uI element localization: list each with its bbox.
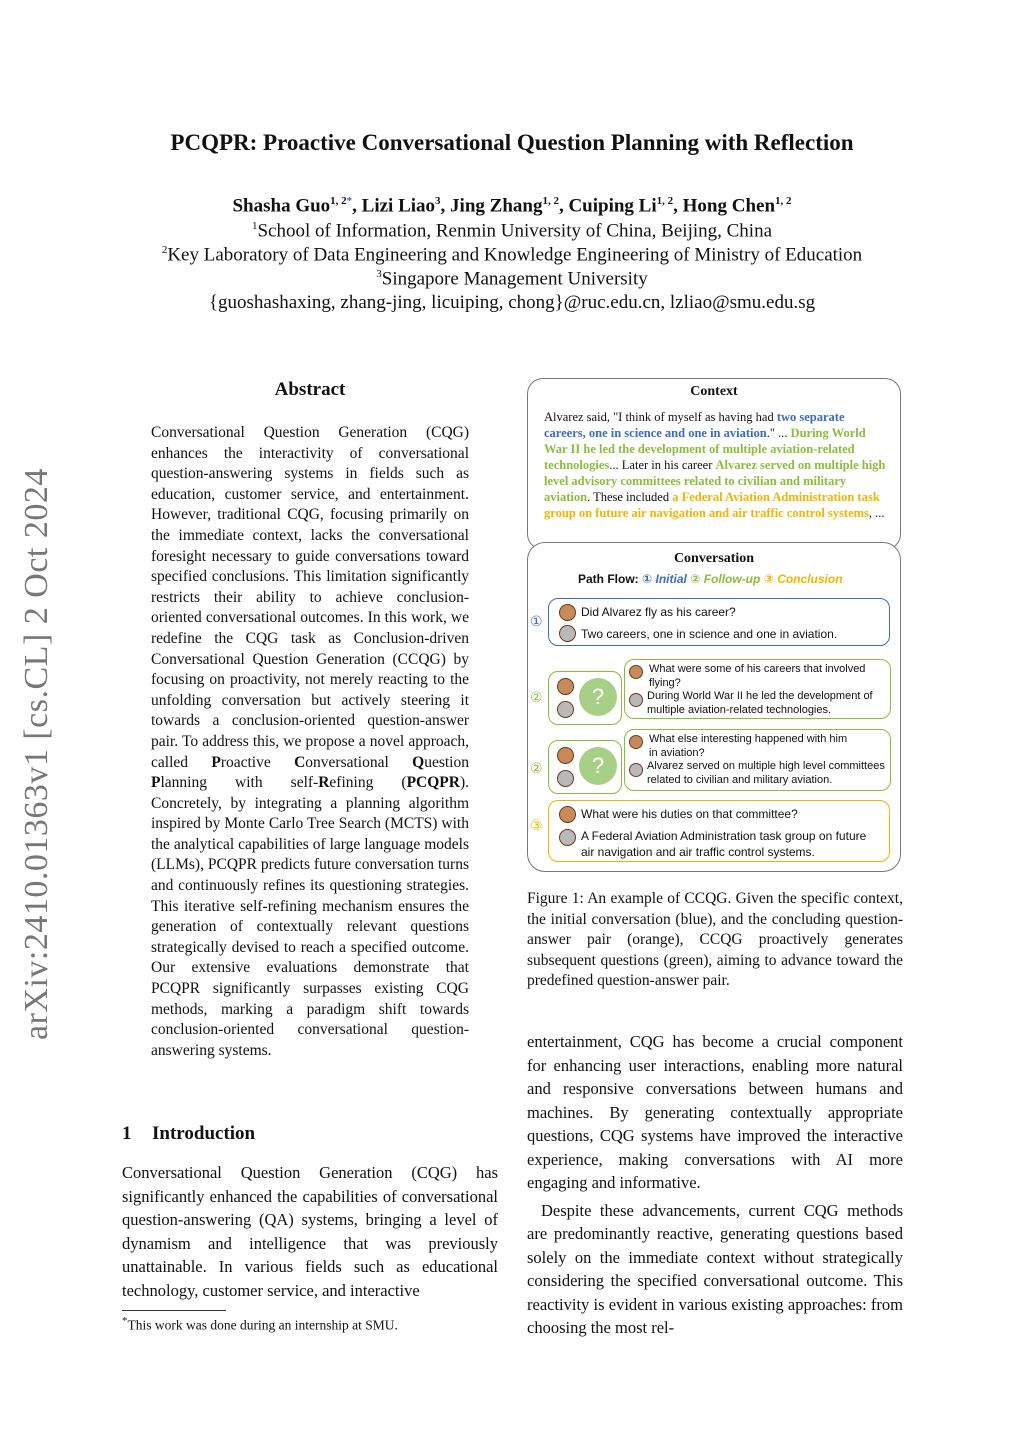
turn-1-question: Did Alvarez fly as his career? bbox=[581, 605, 736, 619]
affiliation-1-mark: 1 bbox=[251, 220, 258, 232]
acronym-letter: C bbox=[294, 753, 306, 771]
answerer-avatar-icon bbox=[559, 625, 576, 642]
abstract-word: efining ( bbox=[329, 774, 407, 792]
author-3-affil: 1, 2 bbox=[542, 195, 559, 207]
context-box bbox=[527, 378, 901, 550]
context-text: . These included bbox=[587, 490, 673, 504]
affiliation-1 bbox=[0, 220, 1024, 242]
affiliation-3-text: Singapore Management University bbox=[381, 268, 648, 290]
turn-3-marker: ② bbox=[530, 760, 543, 776]
turn-4-bubble bbox=[548, 800, 890, 862]
affiliation-3-mark: 3 bbox=[376, 268, 382, 280]
asker-avatar-icon bbox=[629, 665, 643, 679]
conversation-box bbox=[527, 542, 901, 872]
right-column-text bbox=[527, 1030, 903, 1340]
author-5: Hong Chen bbox=[682, 195, 776, 217]
author-4-affil: 1, 2 bbox=[656, 195, 674, 207]
footnote-mark: * bbox=[122, 1315, 128, 1327]
answerer-avatar-icon bbox=[559, 829, 576, 846]
author-list: Shasha Guo$^{1, 2*}$, Lizi Liao$^3$, Jing Zhang$^{1, 2}$, Cuiping Li$^{1, 2}$, Hong Chen$^{1, 2}$ bbox=[232, 195, 792, 217]
figure-1-caption: Figure 1: An example of CCQG. Given the specific context, the initial conversation (blue), and the concluding question-answer pair (orange), CCQG proactively generates subsequent questions (green), aiming to advance toward the predefined question-answer pair. bbox=[527, 890, 903, 989]
footnote-text: This work was done during an internship at SMU. bbox=[127, 1317, 398, 1333]
context-highlight-initial: two separate careers, one in science and one in aviation bbox=[544, 410, 845, 440]
affiliation-2-mark: 2 bbox=[161, 244, 168, 256]
context-highlight-followup: Alvarez served on multiple high level advisory committees related to civilian and military aviation bbox=[544, 458, 886, 504]
footnote bbox=[122, 1315, 398, 1334]
abstract-text-1: Conversational Question Generation (CQG) enhances the interactivity of conversational question-answering systems in fields such as education, customer service, and entertainment. However, traditional CQG, focusing primarily on the immediate context, lacks the conversational foresight necessary to guide conversations toward specified conclusions. This limitation significantly restricts their ability to achieve conclusion-oriented conversational outcomes. In this work, we redefine the CQG task as Conclusion-driven Conversational Question Generation (CCQG) by focusing on proactivity, not merely reacting to the unfolding conversation but actively steering it towards a conclusion-oriented question-answer pair. To address this, we propose a novel approach, called bbox=[151, 424, 469, 771]
affiliation-2 bbox=[0, 244, 1024, 266]
answerer-avatar-icon bbox=[557, 701, 574, 718]
author-2: Lizi Liao bbox=[361, 195, 436, 217]
figure-1 bbox=[527, 378, 901, 872]
asker-avatar-icon bbox=[557, 678, 574, 695]
context-text: Alvarez said, "I think of myself as having had bbox=[544, 410, 777, 424]
section-title: Introduction bbox=[152, 1123, 256, 1144]
affiliation-3 bbox=[0, 268, 1024, 290]
author-2-affil: 3 bbox=[435, 195, 441, 207]
paragraph: Despite these advancements, current CQG methods are predominantly reactive, generating questions based solely on the immediate context without strategically considering the specified conversational outcome. This reactivity is evident in various existing approaches: from choosing the most rel- bbox=[527, 1200, 903, 1337]
turn-2-marker: ② bbox=[530, 689, 543, 705]
context-text: ." ... bbox=[766, 426, 791, 440]
arxiv-identifier[interactable]: arXiv:2410.01363v1 [cs.CL] 2 Oct 2024 bbox=[18, 468, 55, 1040]
context-passage bbox=[544, 409, 889, 521]
turn-1-bubble bbox=[548, 598, 890, 646]
legend-conclusion: ③ Conclusion bbox=[763, 572, 843, 586]
answerer-avatar-icon bbox=[629, 763, 643, 777]
author-emails[interactable]: {guoshashaxing, zhang-jing, licuiping, chong}@ruc.edu.cn, lzliao@smu.edu.sg bbox=[208, 292, 816, 313]
turn-3-planning-bubble bbox=[548, 740, 622, 794]
author-4: Cuiping Li bbox=[568, 195, 657, 217]
legend-initial: ① Initial bbox=[642, 572, 687, 586]
acronym-letter: P bbox=[211, 753, 221, 771]
context-highlight-conclusion: a Federal Aviation Administration task group on future air navigation and air traffic control systems bbox=[544, 490, 880, 520]
turn-1-answer: Two careers, one in science and one in aviation. bbox=[581, 627, 838, 641]
context-highlight-followup: During World War II he led the development of multiple aviation-related technologies bbox=[544, 426, 866, 472]
turn-3-bubble bbox=[624, 729, 891, 791]
turn-3-question: What else interesting happened with him in aviation? bbox=[649, 733, 848, 759]
footnote-rule bbox=[122, 1310, 226, 1311]
turn-4-marker: ③ bbox=[530, 817, 543, 833]
affiliation-1-text: School of Information, Renmin University of China, Beijing, China bbox=[257, 220, 773, 242]
affiliation-2-text: Key Laboratory of Data Engineering and Knowledge Engineering of Ministry of Education bbox=[167, 244, 863, 266]
path-flow-label: Path Flow: bbox=[578, 572, 639, 586]
asker-avatar-icon bbox=[559, 604, 576, 621]
paper-title: PCQPR: Proactive Conversational Question Planning with Reflection bbox=[170, 130, 854, 155]
turn-2-question: What were some of his careers that involved flying? bbox=[649, 663, 866, 689]
context-text: , ... bbox=[868, 506, 885, 520]
turn-2-bubble bbox=[624, 659, 891, 719]
author-1: Shasha Guo bbox=[232, 195, 331, 217]
conversation-title: Conversation bbox=[673, 551, 755, 566]
author-3: Jing Zhang bbox=[450, 195, 543, 217]
asker-avatar-icon bbox=[559, 806, 576, 823]
turn-2-answer: During World War II he led the development of multiple aviation-related technologies. bbox=[647, 690, 873, 716]
asker-avatar-icon bbox=[629, 735, 643, 749]
introduction-text: Conversational Question Generation (CQG) has significantly enhanced the capabilities of conversational question-answering (QA) systems, bringing a level of dynamism and intelligence that was previously unattainable. In various fields such as educational technology, customer service, and interactive bbox=[122, 1163, 498, 1300]
turn-3-answer: Alvarez served on multiple high level committees related to civilian and military aviation. bbox=[647, 760, 885, 786]
abstract-heading: Abstract bbox=[274, 379, 346, 400]
question-mark-icon: ? bbox=[579, 747, 617, 785]
method-acronym: PCQPR bbox=[406, 774, 460, 792]
abstract-word: onversational bbox=[305, 753, 413, 771]
abstract-text-2: ). Concretely, by integrating a planning algorithm inspired by Monte Carlo Tree Search (MCTS) with the analytical capabilities of large language models (LLMs), PCQPR predicts future conversation turns and continuously refines its questioning strategies. This iterative self-refining mechanism ensures the generation of contextually relevant questions strategically devised to reach a specified outcome. Our extensive evaluations demonstrate that PCQPR significantly surpasses existing CQG methods, marking a paradigm shift towards conclusion-oriented conversational question-answering systems. bbox=[151, 774, 469, 1059]
acronym-letter: R bbox=[318, 774, 330, 792]
abstract-word: lanning with self- bbox=[160, 774, 319, 792]
turn-1-marker: ① bbox=[530, 613, 543, 629]
author-1-affil: 1, 2 bbox=[330, 195, 347, 207]
paragraph: entertainment, CQG has become a crucial component for enhancing user interactions, enabling more natural and responsive conversations between humans and machines. By generating contextually appropriate questions, CQG systems have improved the interactive experience, making conversations with AI more engaging and informative. bbox=[527, 1032, 903, 1192]
answerer-avatar-icon bbox=[629, 693, 643, 707]
context-title: Context bbox=[690, 384, 738, 399]
acronym-letter: Q bbox=[412, 753, 425, 771]
abstract-word: uestion bbox=[424, 753, 469, 771]
legend-followup: ② Follow-up bbox=[690, 572, 761, 586]
abstract-word: roactive bbox=[220, 753, 295, 771]
turn-4-question: What were his duties on that committee? bbox=[581, 807, 798, 821]
turn-4-answer: A Federal Aviation Administration task group on future air navigation and air traffic control systems. bbox=[581, 829, 867, 859]
asker-avatar-icon bbox=[557, 747, 574, 764]
context-text: ... Later in his career bbox=[609, 458, 716, 472]
author-1-footnote-mark[interactable]: * bbox=[346, 195, 353, 207]
turn-2-planning-bubble bbox=[548, 671, 622, 725]
author-5-affil: 1, 2 bbox=[775, 195, 792, 207]
path-flow-legend bbox=[578, 572, 843, 586]
section-heading-introduction bbox=[122, 1123, 255, 1145]
section-number: 1 bbox=[122, 1123, 132, 1144]
acronym-letter: P bbox=[151, 774, 161, 792]
answerer-avatar-icon bbox=[557, 770, 574, 787]
abstract-body bbox=[151, 423, 469, 1061]
question-mark-icon: ? bbox=[579, 678, 617, 716]
